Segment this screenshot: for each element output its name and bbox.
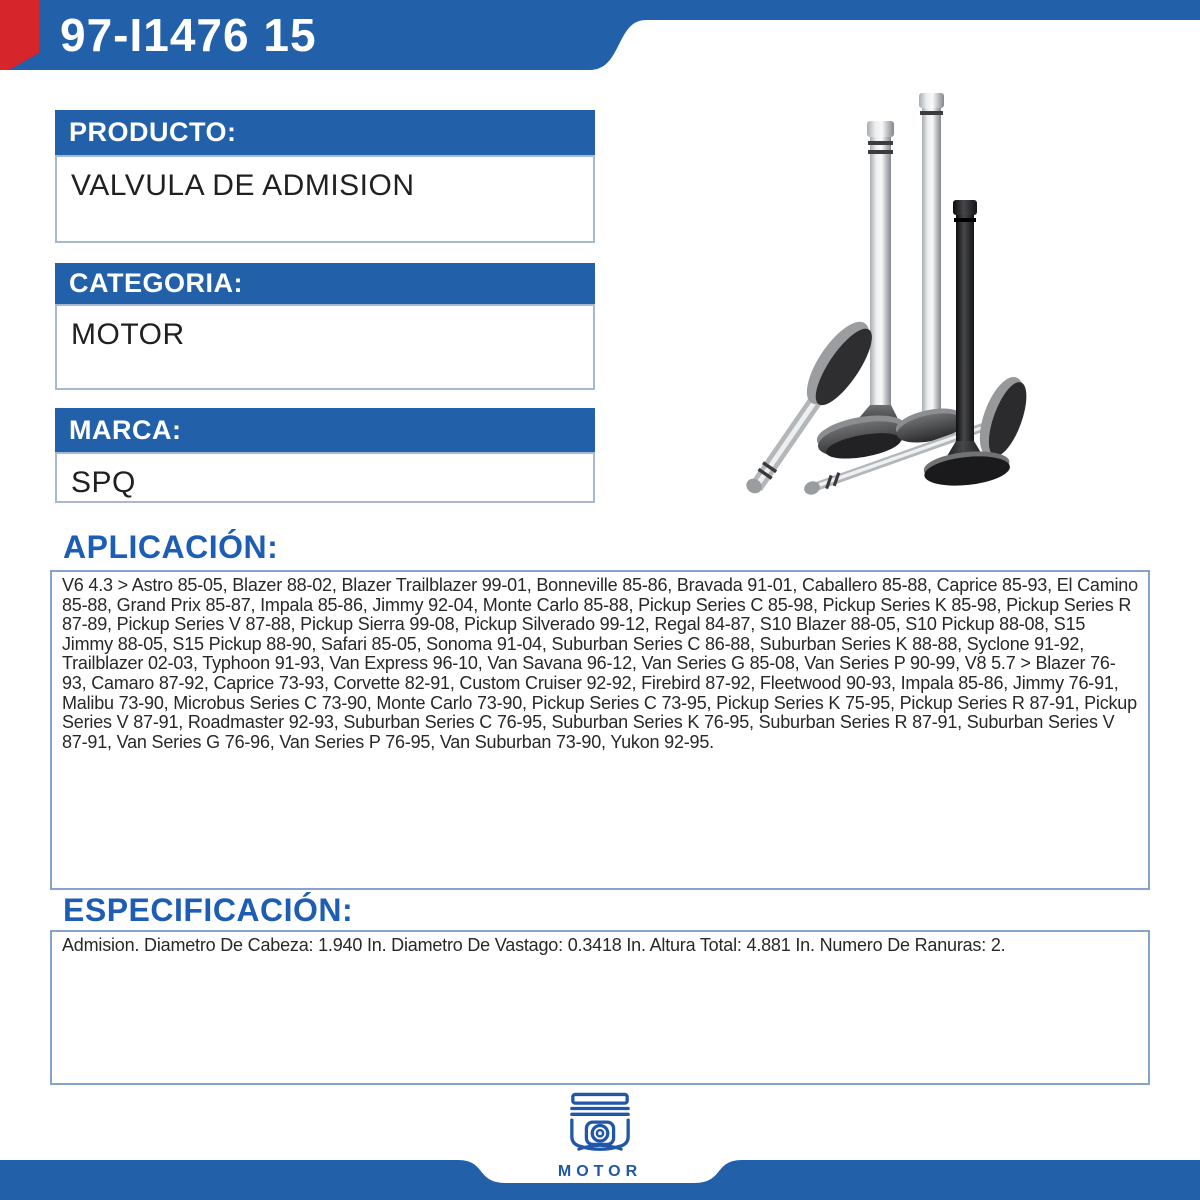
footer-blue-shape <box>0 1160 1200 1200</box>
part-number: 97-I1476 15 <box>60 9 317 61</box>
categoria-label: CATEGORIA: <box>55 263 595 304</box>
piston-icon <box>562 1092 638 1158</box>
especificacion-text-box: Admision. Diametro De Cabeza: 1.940 In. Diametro De Vastago: 0.3418 In. Altura Total: 4.881 In. Numero De Ranuras: 2. <box>50 930 1150 1085</box>
producto-label: PRODUCTO: <box>55 110 595 155</box>
footer-motor-label: MOTOR <box>557 1163 643 1180</box>
valve-intake-silver-2 <box>893 93 966 448</box>
producto-value: VALVULA DE ADMISION <box>55 155 595 243</box>
categoria-value: MOTOR <box>55 304 595 390</box>
aplicacion-title: APLICACIÓN: <box>63 529 279 565</box>
marca-label: MARCA: <box>55 408 595 452</box>
footer-band <box>0 1160 1200 1200</box>
engine-valves-photo <box>690 75 1140 525</box>
aplicacion-text-box: V6 4.3 > Astro 85-05, Blazer 88-02, Blazer Trailblazer 99-01, Bonneville 85-86, Bravada 91-01, Caballero 85-88, Caprice 85-93, El Camino 85-88, Grand Prix 85-87, Impala 85-86, Jimmy 92-04, Monte Carlo 85-88, Pickup Series C 85-98, Pickup Series K 85-98, Pickup Series R 87-89, Pickup Series V 87-88, Pickup Sierra 99-08, Pickup Silverado 99-12, Regal 84-87, S10 Blazer 88-05, S10 Pickup 88-08, S15 Jimmy 88-05, S15 Pickup 88-90, Safari 85-05, Sonoma 91-04, Suburban Series C 86-88, Suburban Series K 88-88, Syclone 91-92, Trailblazer 02-03, Typhoon 91-93, Van Express 96-10, Van Savana 96-12, Van Series G 85-08, Van Series P 90-99, V8 5.7 > Blazer 76-93, Camaro 87-92, Caprice 73-93, Corvette 82-91, Custom Cruiser 92-92, Firebird 87-92, Fleetwood 90-93, Impala 85-86, Jimmy 76-91, Malibu 73-90, Microbus Series C 73-90, Monte Carlo 73-90, Pickup Series C 73-95, Pickup Series K 75-95, Pickup Series R 87-91, Pickup Series V 87-91, Roadmaster 92-93, Suburban Series C 76-95, Suburban Series K 76-95, Suburban Series R 87-91, Suburban Series V 87-91, Van Series G 76-96, Van Series P 76-95, Van Suburban 73-90, Yukon 92-95. <box>50 570 1150 890</box>
especificacion-title: ESPECIFICACIÓN: <box>63 892 354 928</box>
marca-value: SPQ <box>55 452 595 503</box>
valve-intake-silver-1 <box>814 121 910 465</box>
